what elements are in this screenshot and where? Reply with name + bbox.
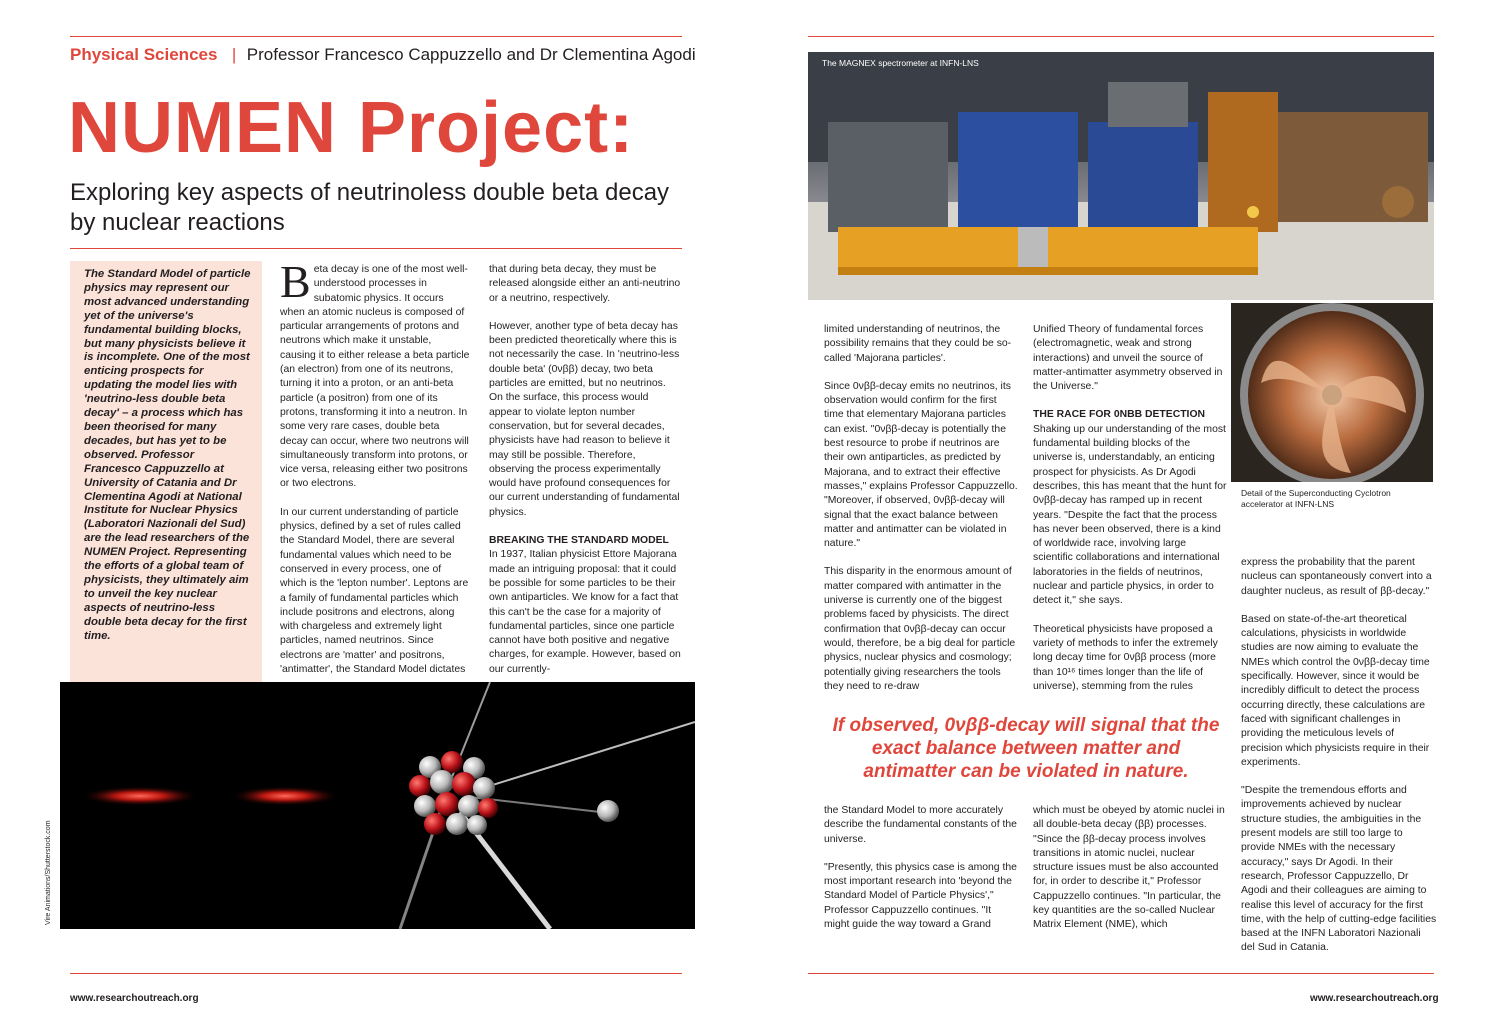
column-3-bottom bbox=[824, 804, 1018, 946]
col4-paragraph-3: Theoretical physicists have proposed a variety of methods to infer the extremely long decay time for 0νββ process (more than 10¹⁶ times longer than the life of universe), stemming from the rules bbox=[1033, 623, 1218, 692]
column-5 bbox=[1241, 556, 1437, 970]
bottom-rule-left bbox=[70, 973, 682, 974]
nucleus bbox=[409, 751, 498, 835]
atom-image bbox=[60, 682, 695, 929]
bottom-rule-right bbox=[808, 973, 1434, 974]
title-rule bbox=[70, 248, 682, 249]
col3-paragraph-5: "Presently, this physics case is among the most important research into 'beyond the Standard Model of Particle Physics'," Professor Cappuzzello continues. "It might guide the way toward a Grand bbox=[824, 861, 1017, 931]
top-rule-left bbox=[70, 36, 682, 37]
col3-paragraph-1: limited understanding of neutrinos, the possibility remains that they could be so-called 'Majorana particles'. bbox=[824, 324, 1012, 364]
pull-quote: If observed, 0νββ-decay will signal that the exact balance between matter and antimatter can be violated in nature. bbox=[832, 715, 1220, 782]
header-authors: Professor Francesco Cappuzzello and Dr Clementina Agodi bbox=[246, 45, 696, 64]
magnex-photo bbox=[808, 52, 1434, 300]
magnex-caption: The MAGNEX spectrometer at INFN-LNS bbox=[822, 58, 979, 68]
footer-url-right[interactable]: www.researchoutreach.org bbox=[1310, 993, 1439, 1004]
spectrometer-illustration bbox=[808, 52, 1434, 300]
col1-paragraph-1: Beta decay is one of the most well-understood processes in subatomic physics. It occurs when an atomic nucleus is composed of particular arrangements of protons and neutrons which make it unstable, causing it to either release a beta particle (an electron) from one of its neutrons, turning it into a proton, or an anti-beta particle (a positron) from one of its protons, transforming it into a neutron. In some very rare cases, double beta decay can occur, where two neutrons will simultaneously transform into protons, or vice versa, releasing either two positrons or two electrons. bbox=[280, 256, 470, 490]
col2-paragraph-3: In 1937, Italian physicist Ettore Majorana made an intriguing proposal: that it could be possible for some particles to be their own antiparticles. We know for a fact that this can't be the case for a majority of fundamental particles, since one particle cannot have both positive and negative charges, for example. However, based on our currently- bbox=[489, 549, 681, 675]
header-separator: | bbox=[231, 45, 237, 64]
drop-cap: B bbox=[280, 256, 311, 307]
column-2 bbox=[489, 263, 681, 691]
col3-paragraph-3: This disparity in the enormous amount of matter compared with antimatter in the universe is currently one of the biggest problems faced by physicists. The direct confirmation that 0νββ-decay can occur would, therefore, be a big deal for particle physics, nuclear physics and cosmology; potentially giving researchers the tools they need to re-draw bbox=[824, 566, 1016, 692]
intro-text: The Standard Model of particle physics may represent our most advanced understanding yet of the universe's fundamental building blocks, but many physicists believe it is incomplete. One of the most enticing prospects for updating the model lies with 'neutrino-less double beta decay' – a process which has been theorised for many decades, but has yet to be observed. Professor Francesco Cappuzzello at University of Catania and Dr Clementina Agodi at National Institute for Nuclear Physics (Laboratori Nazionali del Sud) are the lead researchers of the NUMEN Project. Representing the efforts of a global team of physicists, they ultimately aim to unveil the key nuclear aspects of neutrino-less double beta decay for the first time. bbox=[84, 268, 251, 642]
cyclotron-photo bbox=[1231, 303, 1433, 482]
atom-illustration bbox=[60, 682, 695, 929]
section-label: Physical Sciences bbox=[70, 45, 218, 64]
page-header-left bbox=[70, 45, 696, 65]
column-1 bbox=[280, 256, 470, 691]
col2-paragraph-1: that during beta decay, they must be released alongside either an anti-neutrino or a neutrino, respectively. bbox=[489, 264, 681, 304]
col4-paragraph-2: Shaking up our understanding of the most fundamental building blocks of the universe is, understandably, an enticing prospect for physicists. As Dr Agodi describes, this has meant that the hunt for 0νββ-decay has ramped up in recent years. "Despite the fact that the process has never been observed, there is a kind of worldwide race, involving large scientific collaborations and international laboratories in the fields of neutrinos, nuclear and particle physics, in order to detect it," she says. bbox=[1033, 423, 1227, 607]
subtitle-line-2: by nuclear reactions bbox=[70, 209, 285, 236]
col2-paragraph-2: However, another type of beta decay has been predicted theoretically where this is not necessarily the case. In 'neutrino-less double beta' (0νββ) decay, two beta particles are emitted, but no neutrinos. On the surface, this process would appear to violate lepton number conservation, but for several decades, physicists have had reason to believe it may still be possible. Therefore, observing the process experimentally would have profound consequences for our current understanding of fundamental physics. bbox=[489, 320, 680, 518]
col4-subhead: THE RACE FOR 0ΝΒΒ DETECTION bbox=[1033, 409, 1206, 421]
col3-paragraph-2: Since 0νββ-decay emits no neutrinos, its observation would confirm for the first time that elementary Majorana particles can exist. "0νββ-decay is potentially the best resource to probe if neutrinos are their own antiparticles, as predicted by Majorana, and to extract their effective masses," explains Professor Cappuzzello. "Moreover, if observed, 0νββ-decay will signal that the exact balance between matter and antimatter can be violated in nature." bbox=[824, 380, 1018, 550]
column-3-top bbox=[824, 323, 1018, 708]
col1-paragraph-2: In our current understanding of particle physics, defined by a set of rules called the Standard Model, there are several fundamental values which need to be conserved in every process, one of which is the 'lepton number'. Leptons are a family of fundamental particles which include positrons and electrons, along with chargeless and extremely light particles, named neutrinos. Since electrons are 'matter' and positrons, 'antimatter', the Standard Model dictates bbox=[280, 506, 469, 676]
col5-paragraph-1: express the probability that the parent nucleus can spontaneously convert into a daughter nucleus, as result of ββ-decay." bbox=[1241, 557, 1432, 597]
column-4-top bbox=[1033, 323, 1227, 708]
col4-paragraph-4: which must be obeyed by atomic nuclei in all double-beta decay (ββ) processes. "Since the ββ-decay process involves transitions in atomic nuclei, nuclear structure issues must be also accounted for, in order to describe it," Professor Cappuzzello continues. "In particular, the key quantities are the so-called Nuclear Matrix Element (NME), which bbox=[1033, 805, 1225, 931]
col3-paragraph-4: the Standard Model to more accurately describe the fundamental constants of the universe. bbox=[824, 805, 1017, 845]
col4-paragraph-1: Unified Theory of fundamental forces (electromagnetic, weak and strong interactions) and unveil the source of matter-antimatter asymmetry observed in the Universe." bbox=[1033, 324, 1223, 393]
image-credit: Vire Animations/Shutterstock.com bbox=[45, 820, 52, 925]
article-title: NUMEN Project: bbox=[68, 88, 635, 168]
cyclotron-illustration bbox=[1231, 303, 1433, 482]
column-4-bottom bbox=[1033, 804, 1227, 947]
col2-subhead: BREAKING THE STANDARD MODEL bbox=[489, 535, 669, 547]
col5-paragraph-3: "Despite the tremendous efforts and improvements achieved by nuclear structure studies, the ambiguities in the present models are still too large to provide NMEs with the necessary accuracy," says Dr Agodi. In their research, Professor Cappuzzello, Dr Agodi and their colleagues are aiming to realise this level of accuracy for the first time, with the help of cutting-edge facilities based at the INFN Laboratori Nazionali del Sud in Catania. bbox=[1241, 785, 1437, 954]
col5-paragraph-2: Based on state-of-the-art theoretical calculations, physicists in worldwide studies are now aiming to evaluate the NMEs which control the 0νββ-decay time specifically. However, since it would be incredibly difficult to detect the process occurring directly, these calculations are faced with significant challenges in providing the meticulous levels of precision which physicists require in their experiments. bbox=[1241, 613, 1430, 768]
cyclotron-caption: Detail of the Superconducting Cyclotron accelerator at INFN-LNS bbox=[1241, 488, 1391, 509]
article-subtitle bbox=[70, 178, 680, 238]
footer-url-left[interactable]: www.researchoutreach.org bbox=[70, 993, 199, 1004]
top-rule-right bbox=[808, 36, 1434, 37]
subtitle-line-1: Exploring key aspects of neutrinoless double beta decay bbox=[70, 179, 670, 206]
